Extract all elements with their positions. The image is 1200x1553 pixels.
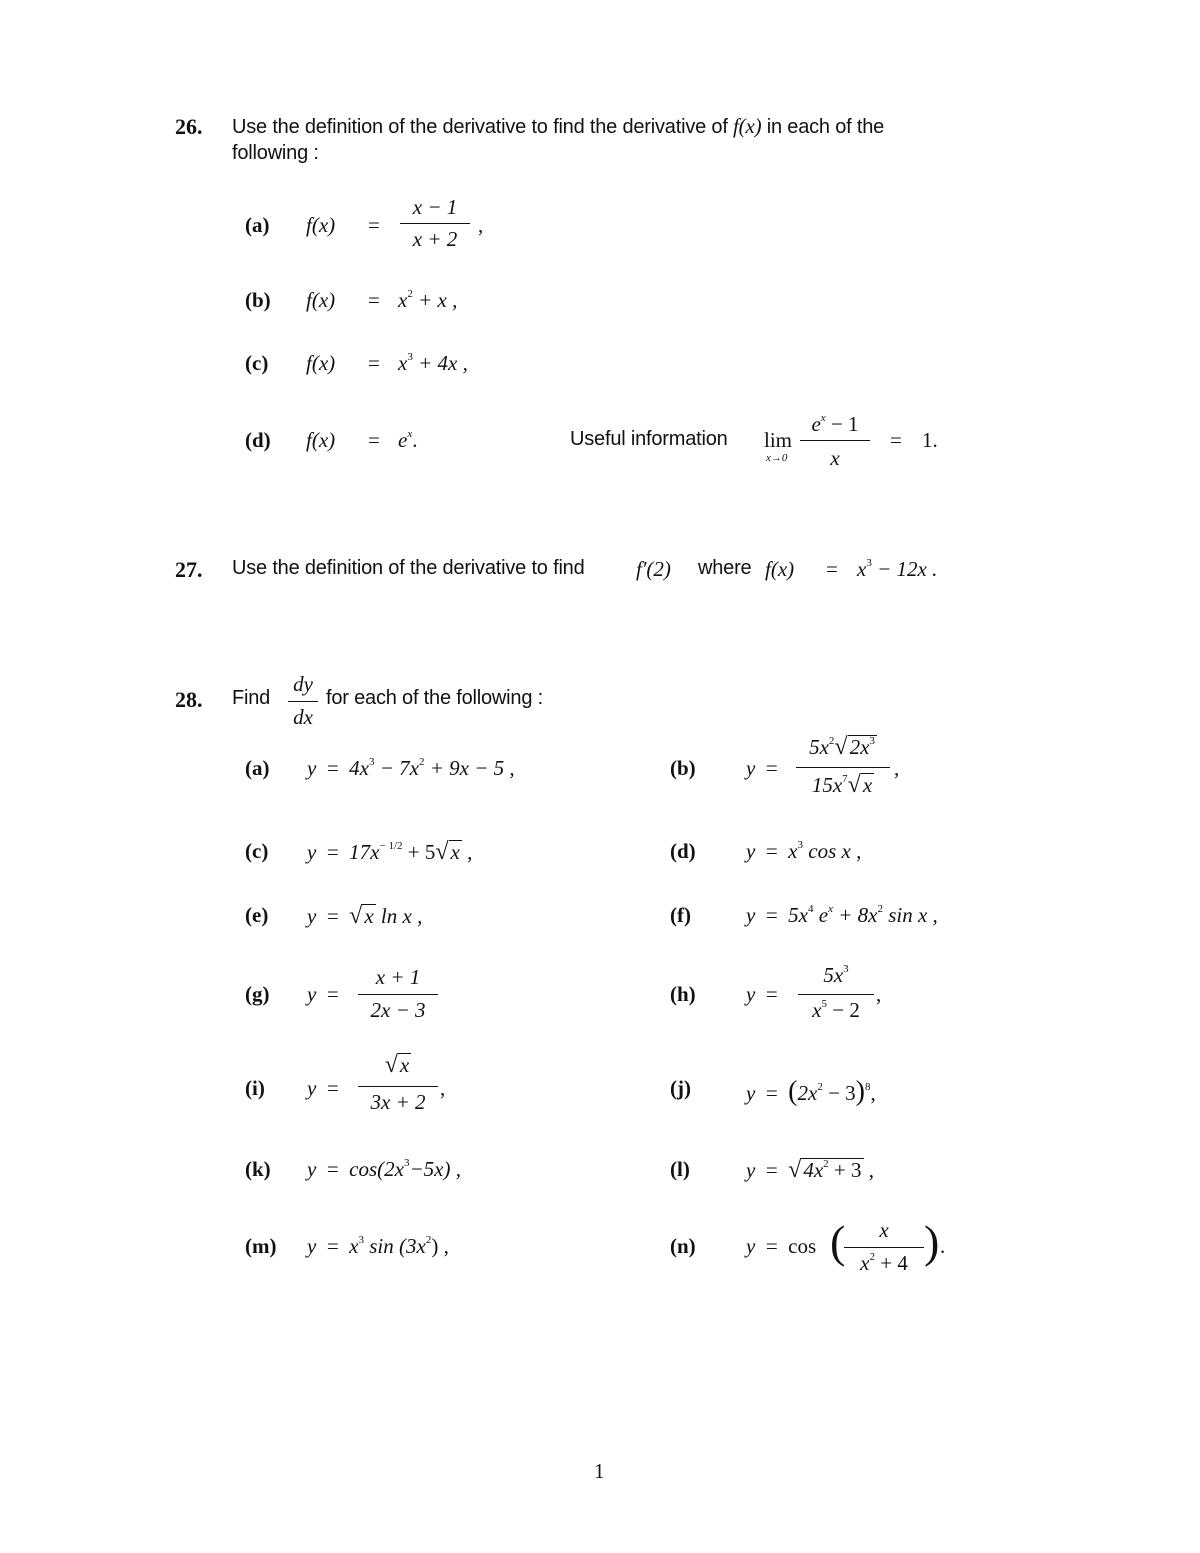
q28-part-g-fraction: x + 1 2x − 3 — [358, 965, 438, 1027]
question-26-number: 26. — [175, 114, 203, 139]
useful-information-text: Useful information — [570, 428, 728, 450]
q28-part-n-fraction: x $x^2 + 4$ — [844, 1218, 924, 1280]
q27-lhs: f(x) — [765, 557, 795, 581]
q28-part-e-expr: y = √x ln x , — [307, 903, 423, 929]
q28-part-b-trail: , — [894, 756, 900, 780]
q28-part-n-open-paren: ( — [830, 1216, 846, 1267]
q26-part-c-label: (c) — [245, 351, 269, 375]
q27-where: where — [698, 557, 752, 579]
q26-part-c-lhs: f(x) — [306, 351, 336, 375]
q28-part-i-fraction: √x 3x + 2 — [358, 1052, 438, 1120]
q28-part-c-label: (c) — [245, 839, 269, 863]
question-27-text: Use the definition of the derivative to find — [232, 557, 585, 579]
q28-part-h-fraction: $5x^3$ $x^5 - 2$ — [798, 963, 874, 1027]
q28-part-i-lhs: y = — [307, 1076, 339, 1100]
q26-part-d-lhs: f(x) — [306, 428, 336, 452]
q28-part-l-expr: $y = √4x^2 + 3$ , — [746, 1157, 875, 1183]
limit-subscript: x→0 — [766, 452, 788, 464]
q27-rhs: $x^3 - 12x$ . — [857, 557, 938, 581]
question-28-text: for each of the following : — [326, 687, 543, 709]
question-26-text-line2: following : — [232, 142, 319, 164]
q28-part-l-label: (l) — [670, 1157, 690, 1181]
q28-part-k-expr: $y = \cos(2x^3-5x)$ , — [307, 1157, 461, 1181]
q26-part-b-lhs: f(x) — [306, 288, 336, 312]
q28-part-i-trail: , — [440, 1076, 446, 1100]
q28-part-e-label: (e) — [245, 903, 269, 927]
q28-part-n-close-paren: ) — [924, 1216, 940, 1267]
q28-dydx-fraction: dy dx — [288, 672, 318, 732]
limit-operator: lim — [764, 428, 793, 452]
limit-eq: = — [890, 428, 902, 452]
question-26-text-line1 — [232, 114, 884, 139]
q28-part-b-label: (b) — [670, 756, 696, 780]
q26-part-d-label: (d) — [245, 428, 271, 452]
q26-part-a-fraction: x − 1 x + 2 — [400, 195, 470, 255]
q28-part-b-fraction: $5x^2√2x^3$ $15x^7√x$ — [796, 734, 890, 804]
q26-part-a-trail: , — [478, 213, 484, 237]
q26-text-end: in each of the — [766, 116, 885, 138]
limit-fraction: $e^x - 1$ x — [800, 412, 870, 472]
q26-part-a-label: (a) — [245, 213, 270, 237]
q28-part-h-label: (h) — [670, 982, 696, 1006]
q26-part-b-rhs: $x^2 + x$ , — [398, 288, 458, 312]
q28-part-c-expr: $y = 17x^{- 1/2} + 5√x$ , — [307, 839, 473, 865]
q28-part-f-expr: $y = 5x^4$ $e^x + 8x^2$ sin x , — [746, 903, 938, 927]
q26-text-start: Use the definition of the derivative to find the derivative of — [232, 116, 728, 138]
q28-part-n-lhs: y = cos — [746, 1234, 817, 1258]
q28-part-m-label: (m) — [245, 1234, 277, 1258]
q28-part-n-trail: . — [940, 1234, 946, 1258]
q27-eq: = — [826, 557, 838, 581]
q28-part-j-expr: $y = (2x^2 - 3)^8$, — [746, 1076, 876, 1107]
page-number: 1 — [594, 1459, 605, 1483]
q26-part-c-rhs: $x^3 + 4x$ , — [398, 351, 468, 375]
question-28-number: 28. — [175, 687, 203, 712]
q28-part-a-expr: $y = 4x^3 - 7x^2 + 9x - 5$ , — [307, 756, 515, 780]
q28-part-n-label: (n) — [670, 1234, 696, 1258]
q28-part-k-label: (k) — [245, 1157, 271, 1181]
q28-part-h-lhs: y = — [746, 982, 778, 1006]
q28-part-h-trail: , — [876, 982, 882, 1006]
q28-part-d-expr: $y = x^3$ cos x , — [746, 839, 862, 863]
q26-part-a-eq: = — [368, 213, 380, 237]
q28-part-m-expr: $y = x^3$ $\sin (3x^2)$ , — [307, 1234, 449, 1258]
q28-part-a-label: (a) — [245, 756, 270, 780]
q26-fx: f(x) — [733, 114, 762, 138]
q28-part-d-label: (d) — [670, 839, 696, 863]
q28-part-b-lhs: y = — [746, 756, 778, 780]
q26-part-b-label: (b) — [245, 288, 271, 312]
q26-part-b-eq: = — [368, 288, 380, 312]
q27-fprime: f′(2) — [636, 557, 671, 581]
q26-part-d-eq: = — [368, 428, 380, 452]
q28-find: Find — [232, 687, 271, 709]
limit-value: 1. — [922, 428, 938, 452]
q28-part-g-lhs: y = — [307, 982, 339, 1006]
question-27-number: 27. — [175, 557, 203, 582]
q28-part-g-label: (g) — [245, 982, 270, 1006]
q26-part-a-lhs: f(x) — [306, 213, 336, 237]
q26-part-d-rhs: $e^x$. — [398, 428, 418, 452]
q28-part-i-label: (i) — [245, 1076, 265, 1100]
q26-part-c-eq: = — [368, 351, 380, 375]
q28-part-j-label: (j) — [670, 1076, 691, 1100]
q28-part-f-label: (f) — [670, 903, 691, 927]
